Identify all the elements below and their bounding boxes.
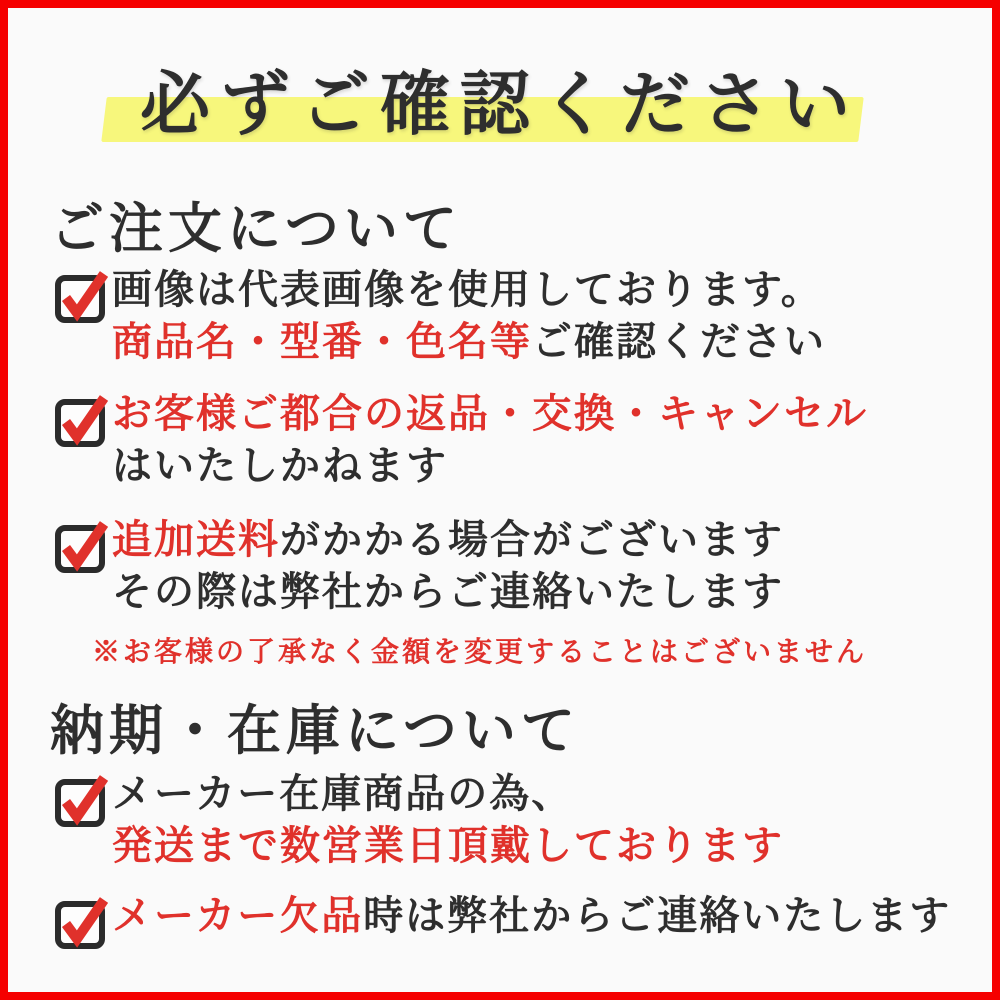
note-text: ※お客様の了承なく金額を変更することはございません <box>92 635 868 668</box>
list-item <box>54 514 976 618</box>
item-text <box>54 514 976 618</box>
item-text-line: その際は弊社からご連絡いたします <box>112 568 784 615</box>
checked-checkbox-icon <box>54 770 108 828</box>
item-text-line: 画像は代表画像を使用しております。 <box>112 266 823 313</box>
item-text-line: メーカー在庫商品の為、 <box>112 770 574 817</box>
item-text-line: はいたしかねます <box>112 442 448 489</box>
item-text <box>54 388 976 492</box>
item-text-line: ご確認ください <box>532 318 826 365</box>
list-item <box>54 768 976 872</box>
item-text-emphasis: お客様ご都合の返品・交換・キャンセル <box>112 390 868 437</box>
checked-checkbox-icon <box>54 390 108 448</box>
item-text-emphasis: 商品名・型番・色名等 <box>112 318 532 365</box>
item-text-emphasis: 発送まで数営業日頂戴しております <box>112 822 784 869</box>
page-title: 必ずご確認ください <box>140 62 860 145</box>
section-heading-orders: ご注文について <box>50 196 462 260</box>
list-item <box>54 388 976 492</box>
checked-checkbox-icon <box>54 516 108 574</box>
title-block <box>8 48 992 149</box>
checked-checkbox-icon <box>54 266 108 324</box>
item-text-emphasis: 追加送料 <box>112 516 280 563</box>
list-item <box>54 890 976 942</box>
section-heading-stock: 納期・在庫について <box>50 698 580 762</box>
item-text-line: がかかる場合がございます <box>280 516 784 563</box>
checked-checkbox-icon <box>54 892 108 950</box>
item-text <box>54 768 976 872</box>
item-text <box>54 890 976 942</box>
list-item <box>54 264 976 368</box>
item-text-emphasis: メーカー欠品 <box>112 892 364 939</box>
item-text-line: 時は弊社からご連絡いたします <box>363 892 952 939</box>
item-text <box>54 264 976 368</box>
